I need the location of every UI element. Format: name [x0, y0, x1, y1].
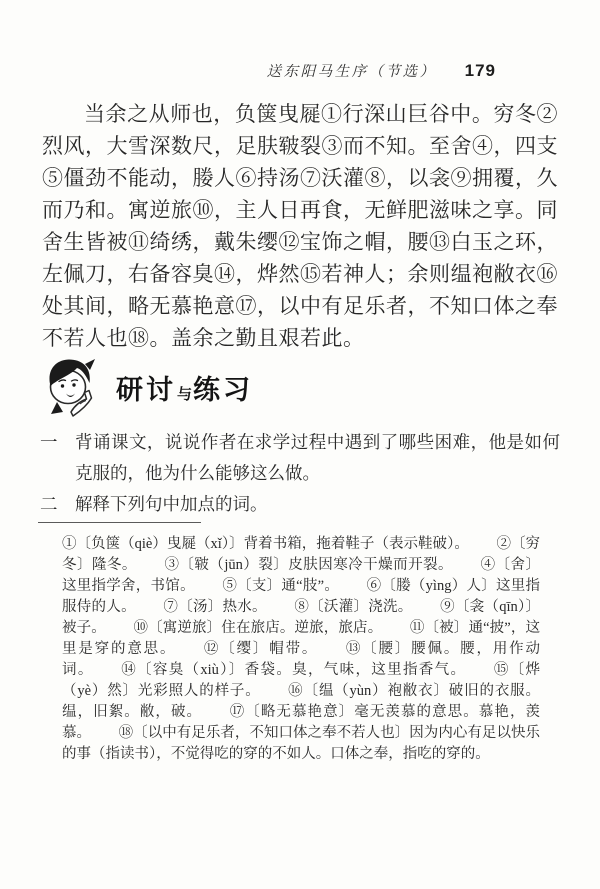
footnote-12: ⑫〔缨〕帽带。: [203, 641, 319, 657]
lesson-text-block: [42, 98, 558, 354]
question-item-1: [40, 427, 560, 489]
exercise-header: [40, 354, 560, 420]
footnote-6: ⑥〔媵（yìng）人〕这里指服侍的人。: [62, 578, 541, 615]
footnote-divider: [38, 522, 201, 523]
footnote-16: ⑯〔缊（yùn）袍敝衣〕破旧的衣服。缊，旧絮。敝，破。: [62, 683, 541, 720]
footnote-3: ③〔皲（jūn）裂〕皮肤因寒冷干燥而开裂。: [164, 557, 454, 573]
footnote-7: ⑦〔汤〕热水。: [163, 599, 267, 615]
question-2-text: 解释下列句中加点的词。: [75, 494, 268, 514]
page-header: [0, 60, 600, 81]
child-pointing-cartoon-icon: [40, 354, 104, 420]
footnote-10: ⑩〔寓逆旅〕住在旅店。逆旅，旅店。: [133, 620, 383, 636]
exercise-title-part1: 研讨: [116, 374, 176, 405]
page-number: 179: [464, 61, 496, 80]
exercise-title: [116, 368, 253, 407]
question-2-number: 二: [40, 494, 58, 514]
exercise-title-connector: 与: [177, 385, 193, 403]
question-1-number: 一: [40, 432, 58, 452]
footnote-1: ①〔负箧（qiè）曳屣（xǐ）〕背着书箱，拖着鞋子（表示鞋破）。: [62, 536, 469, 552]
footnote-15: ⑮〔烨（yè）然〕光彩照人的样子。: [62, 662, 541, 699]
footnote-2: ②〔穷冬〕隆冬。: [62, 536, 540, 573]
footnote-18: ⑱〔以中有足乐者，不知口体之奉不若人也〕因为内心有足以快乐的事（指读书），不觉得吃的穿的不如人。口体之奉，指吃的穿的。: [62, 725, 541, 762]
footnote-13: ⑬〔腰〕腰佩。腰，用作动词。: [62, 641, 541, 678]
footnote-9: ⑨〔衾（qīn）〕被子。: [62, 599, 541, 636]
footnote-5: ⑤〔支〕通“肢”。: [222, 578, 340, 594]
question-1-text: 背诵课文，说说作者在求学过程中遇到了哪些困难，他是如何克服的，他为什么能够这么做。: [75, 432, 560, 483]
exercise-title-part2: 练习: [193, 374, 254, 405]
question-item-2: [40, 489, 560, 520]
lesson-paragraph: 当余之从师也，负箧曳屣①行深山巨谷中。穷冬②烈风，大雪深数尺，足肤皲裂③而不知。至舍④，四支⑤僵劲不能动，媵人⑥持汤⑦沃灌⑧，以衾⑨拥覆，久而乃和。寓逆旅⑩，主人日再食，无鲜肥滋味之享。同舍生皆被⑪绮绣，戴朱缨⑫宝饰之帽，腰⑬白玉之环，左佩刀，右备容臭⑭，烨然⑮若神人；余则缊袍敝衣⑯处其间，略无慕艳意⑰，以中有足乐者，不知口体之奉不若人也⑱。盖余之勤且艰若此。: [42, 102, 558, 350]
footnote-17: ⑰〔略无慕艳意〕毫无羡慕的意思。慕艳，羡慕。: [62, 704, 541, 741]
exercise-section: [40, 354, 560, 520]
footnote-4: ④〔舍〕这里指学舍，书馆。: [62, 557, 541, 594]
question-list: [40, 427, 560, 520]
footnote-14: ⑭〔容臭（xiù）〕香袋。臭，气味，这里指香气。: [121, 662, 467, 678]
running-title: 送东阳马生序（节选）: [266, 64, 437, 80]
footnote-11: ⑪〔被〕通“披”，这里是穿的意思。: [62, 620, 541, 657]
footnote-8: ⑧〔沃灌〕浇洗。: [294, 599, 413, 615]
footnote-block: [62, 534, 540, 765]
